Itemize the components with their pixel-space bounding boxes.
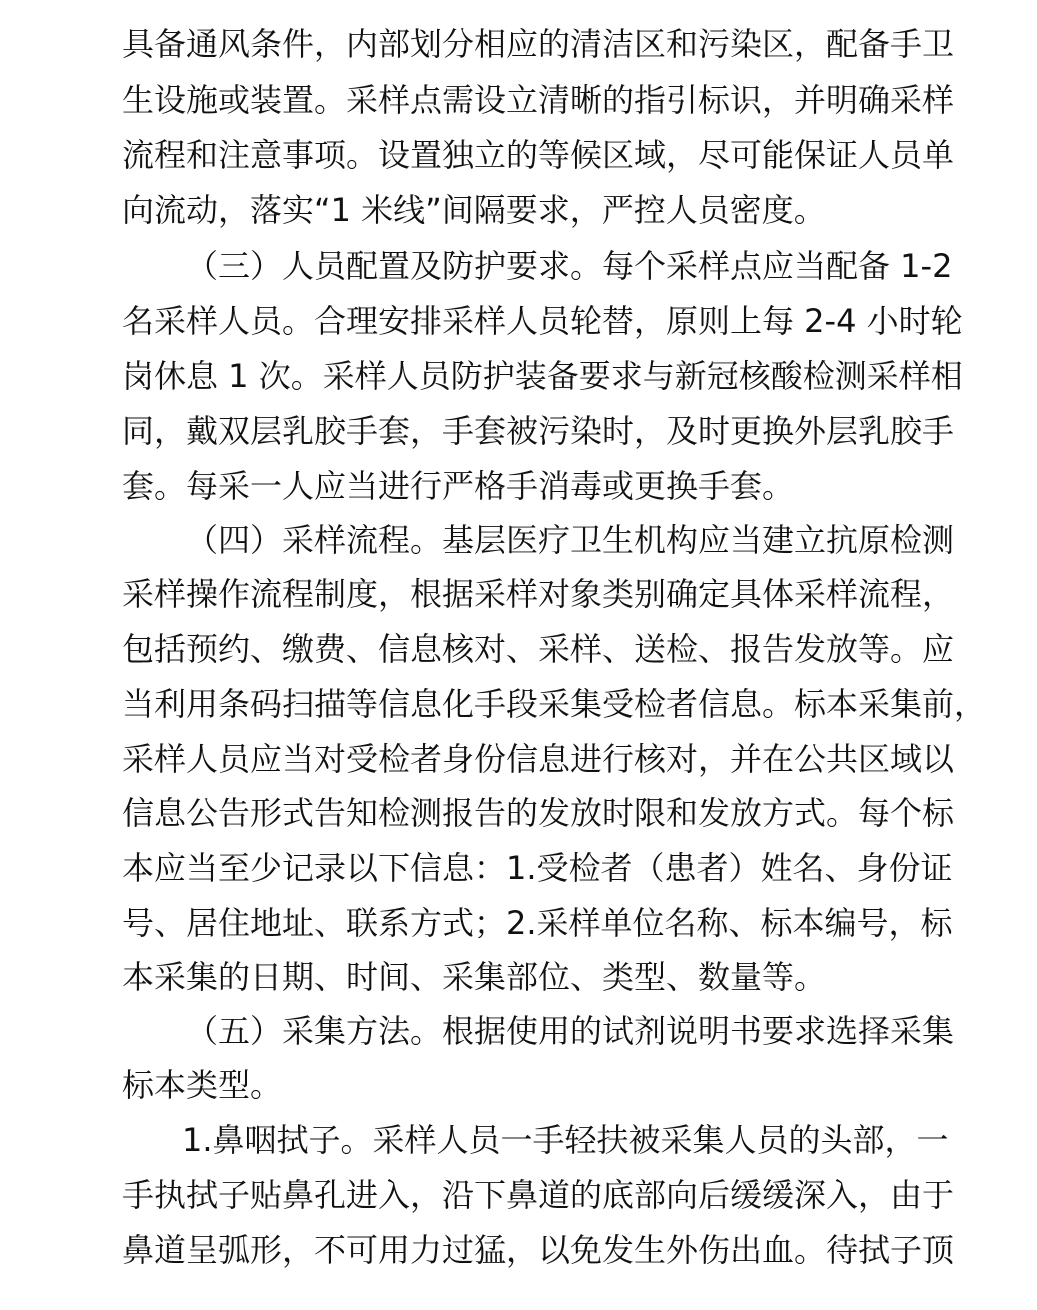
item-heading-line: 1.鼻咽拭子。采样人员一手轻扶被采集人员的头部，一 <box>182 1121 949 1159</box>
text-line: 包括预约、缴费、信息核对、采样、送检、报告发放等。应 <box>122 630 955 668</box>
text-line: 号、居住地址、联系方式；2.采样单位名称、标本编号，标 <box>122 904 953 942</box>
text-line: 具备通风条件，内部划分相应的清洁区和污染区，配备手卫 <box>122 25 955 63</box>
text-line: 鼻道呈弧形，不可用力过猛，以免发生外伤出血。待拭子顶 <box>122 1231 955 1269</box>
text-line: 采样人员应当对受检者身份信息进行核对，并在公共区域以 <box>122 740 955 778</box>
text-line: 名采样人员。合理安排采样人员轮替，原则上每 2-4 小时轮 <box>122 302 963 340</box>
text-line: 同，戴双层乳胶手套，手套被污染时，及时更换外层乳胶手 <box>122 412 955 450</box>
section-heading-line: （四）采样流程。基层医疗卫生机构应当建立抗原检测 <box>186 521 955 559</box>
text-line: 向流动，落实“1 米线”间隔要求，严控人员密度。 <box>122 191 826 229</box>
text-line: 采样操作流程制度，根据采样对象类别确定具体采样流程， <box>122 575 955 613</box>
text-line: 本采集的日期、时间、采集部位、类型、数量等。 <box>122 958 827 996</box>
text-line: 本应当至少记录以下信息：1.受检者（患者）姓名、身份证 <box>122 849 953 887</box>
text-line: 信息公告形式告知检测报告的发放时限和发放方式。每个标 <box>122 794 955 832</box>
section-heading-line: （五）采集方法。根据使用的试剂说明书要求选择采集 <box>186 1012 955 1050</box>
text-line: 标本类型。 <box>122 1066 283 1104</box>
text-line: 岗休息 1 次。采样人员防护装备要求与新冠核酸检测采样相 <box>122 357 963 395</box>
text-line: 生设施或装置。采样点需设立清晰的指引标识，并明确采样 <box>122 81 955 119</box>
text-line: 当利用条码扫描等信息化手段采集受检者信息。标本采集前， <box>122 685 987 723</box>
text-line: 流程和注意事项。设置独立的等候区域，尽可能保证人员单 <box>122 136 955 174</box>
text-line: 手执拭子贴鼻孔进入，沿下鼻道的底部向后缓缓深入，由于 <box>122 1176 955 1214</box>
section-heading-line: （三）人员配置及防护要求。每个采样点应当配备 1-2 <box>186 247 953 285</box>
text-line: 套。每采一人应当进行严格手消毒或更换手套。 <box>122 467 795 505</box>
